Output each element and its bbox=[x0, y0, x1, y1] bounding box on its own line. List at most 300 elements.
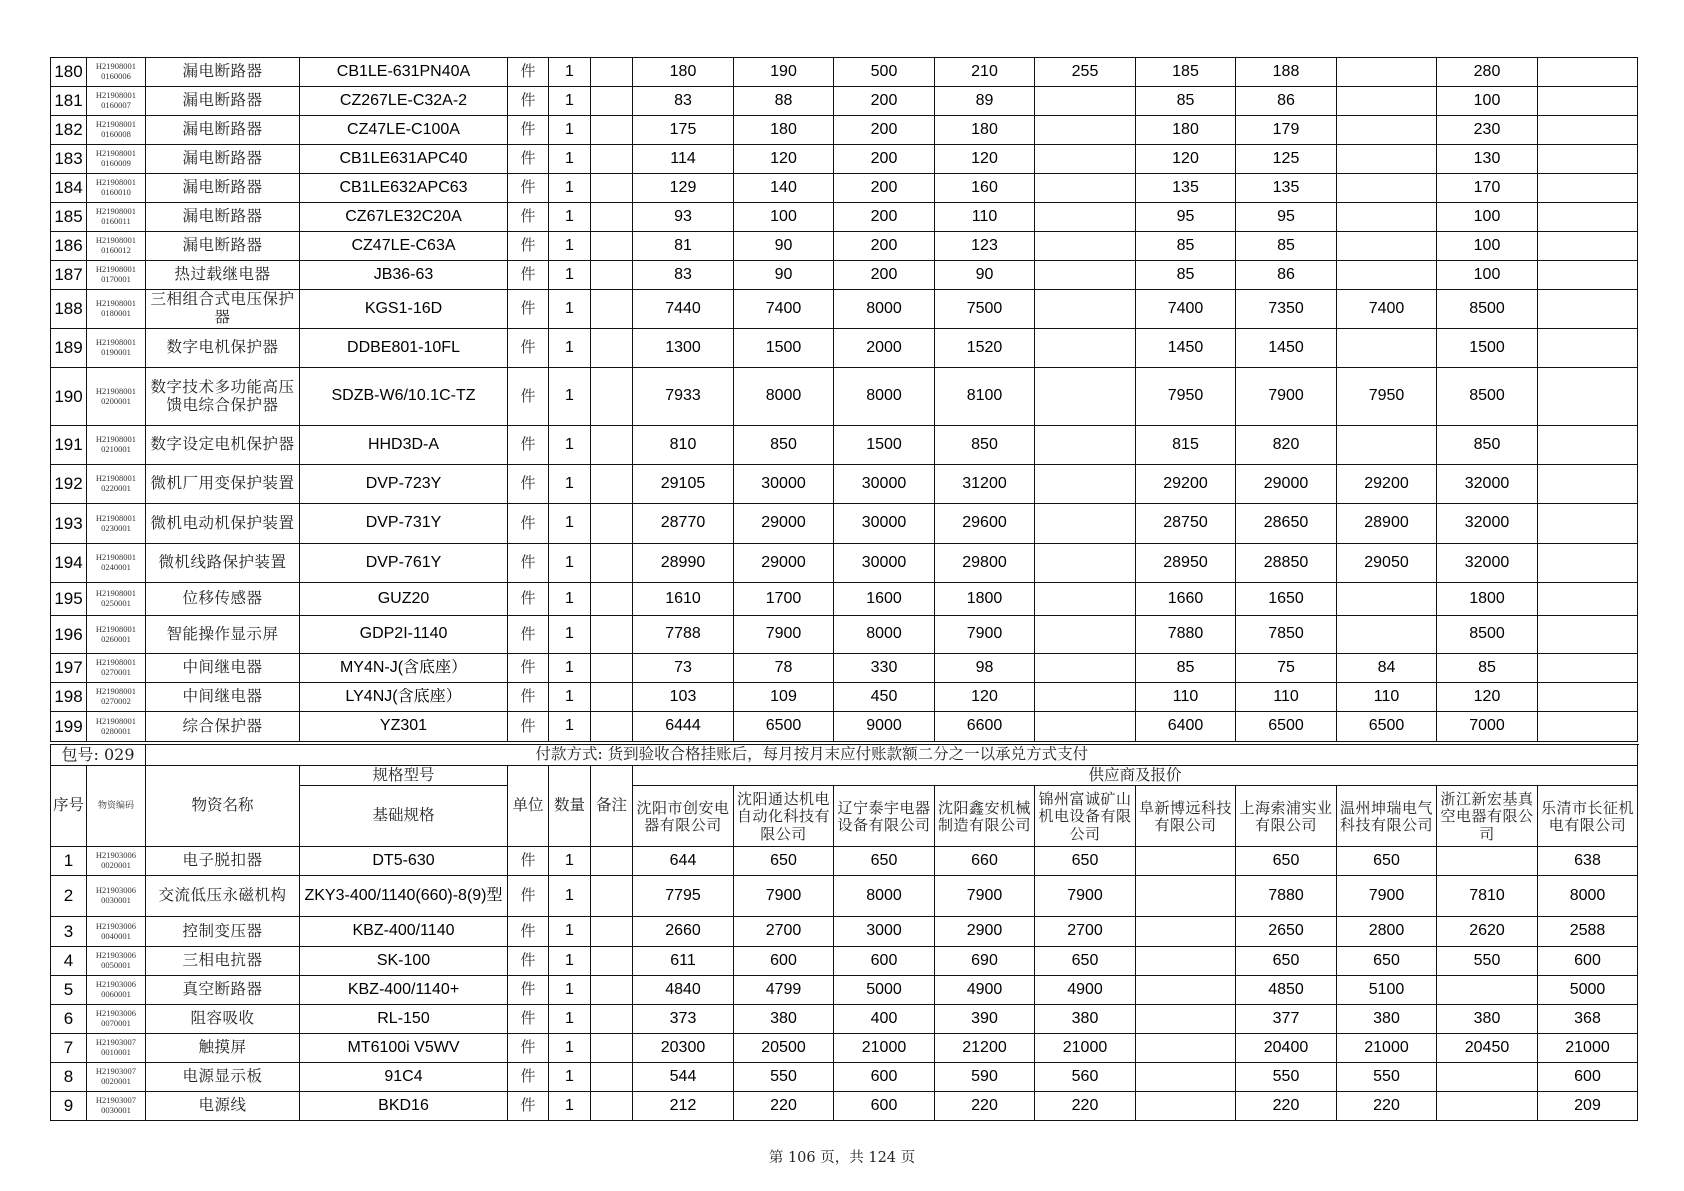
row-price-supplier-10 bbox=[1538, 544, 1638, 583]
row-qty: 1 bbox=[549, 232, 591, 261]
row-price-supplier-6 bbox=[1136, 917, 1236, 947]
row-spec bbox=[300, 87, 508, 116]
row-material-name bbox=[146, 58, 300, 87]
row-qty: 1 bbox=[549, 290, 591, 329]
row-price-supplier-2: 1700 bbox=[734, 583, 834, 616]
row-price-supplier-3: 200 bbox=[834, 232, 935, 261]
row-material-code bbox=[87, 465, 146, 504]
spec-text: MT6100i V5WV bbox=[347, 1038, 460, 1056]
row-unit: 件 bbox=[508, 203, 549, 232]
material-code-line1: H21903006 bbox=[95, 920, 137, 931]
table-row bbox=[51, 917, 1638, 947]
table-row bbox=[51, 426, 1638, 465]
material-code-line2: 0270002 bbox=[101, 696, 131, 706]
material-code-line2: 0160008 bbox=[101, 129, 131, 139]
spec-text: SK-100 bbox=[376, 951, 431, 969]
row-price-supplier-10 bbox=[1538, 583, 1638, 616]
row-seq: 186 bbox=[51, 232, 87, 261]
row-price-supplier-4: 390 bbox=[935, 1005, 1035, 1034]
supplier-name-text: 沈阳通达机电自动化科技有限公司 bbox=[736, 791, 830, 843]
row-price-supplier-9: 7810 bbox=[1437, 876, 1538, 917]
row-price-supplier-7: 85 bbox=[1236, 232, 1337, 261]
row-seq: 192 bbox=[51, 465, 87, 504]
material-name-text: 中间继电器 bbox=[182, 659, 263, 677]
spec-text: CZ67LE32C20A bbox=[345, 207, 462, 225]
row-unit: 件 bbox=[508, 712, 549, 742]
row-price-supplier-8 bbox=[1337, 426, 1437, 465]
row-seq: 7 bbox=[51, 1034, 87, 1063]
row-unit: 件 bbox=[508, 87, 549, 116]
row-spec bbox=[300, 947, 508, 976]
table-row bbox=[51, 290, 1638, 329]
row-remark bbox=[591, 1063, 633, 1092]
row-price-supplier-10 bbox=[1538, 504, 1638, 544]
row-unit: 件 bbox=[508, 145, 549, 174]
row-price-supplier-4: 1800 bbox=[935, 583, 1035, 616]
row-price-supplier-6 bbox=[1136, 947, 1236, 976]
row-price-supplier-9: 8500 bbox=[1437, 368, 1538, 426]
row-material-code bbox=[87, 616, 146, 654]
row-price-supplier-8: 6500 bbox=[1337, 712, 1437, 742]
row-price-supplier-4: 8100 bbox=[935, 368, 1035, 426]
row-price-supplier-9: 850 bbox=[1437, 426, 1538, 465]
row-price-supplier-5 bbox=[1035, 544, 1136, 583]
row-unit: 件 bbox=[508, 1005, 549, 1034]
spec-text: CZ47LE-C63A bbox=[351, 236, 456, 254]
row-price-supplier-1: 810 bbox=[633, 426, 734, 465]
row-unit: 件 bbox=[508, 683, 549, 712]
row-qty: 1 bbox=[549, 917, 591, 947]
row-price-supplier-10: 2588 bbox=[1538, 917, 1638, 947]
row-spec bbox=[300, 58, 508, 87]
row-remark bbox=[591, 976, 633, 1005]
spec-text: CB1LE632APC63 bbox=[339, 178, 468, 196]
row-unit: 件 bbox=[508, 504, 549, 544]
spec-text: GDP2I-1140 bbox=[359, 625, 448, 643]
payment-terms: 付款方式: 货到验收合格挂账后，每月按月末应付账款额二分之一以承兑方式支付 bbox=[508, 745, 1638, 766]
material-name-text: 漏电断路器 bbox=[182, 208, 263, 226]
spec-text: LY4NJ(含底座） bbox=[345, 687, 462, 705]
row-price-supplier-8: 2800 bbox=[1337, 917, 1437, 947]
material-code-line1: H21903007 bbox=[95, 1066, 137, 1077]
row-spec bbox=[300, 329, 508, 368]
material-code-line2: 0230001 bbox=[101, 522, 131, 533]
row-price-supplier-6: 110 bbox=[1136, 683, 1236, 712]
table-row bbox=[51, 1092, 1638, 1121]
row-price-supplier-4: 180 bbox=[935, 116, 1035, 145]
row-price-supplier-8 bbox=[1337, 616, 1437, 654]
row-qty: 1 bbox=[549, 1005, 591, 1034]
material-code-line2: 0160011 bbox=[101, 216, 131, 226]
row-qty: 1 bbox=[549, 174, 591, 203]
row-price-supplier-3: 600 bbox=[834, 947, 935, 976]
material-name-text: 电源线 bbox=[198, 1097, 247, 1115]
row-price-supplier-2: 2700 bbox=[734, 917, 834, 947]
row-price-supplier-7: 20400 bbox=[1236, 1034, 1337, 1063]
row-price-supplier-7: 1650 bbox=[1236, 583, 1337, 616]
row-price-supplier-3: 30000 bbox=[834, 504, 935, 544]
row-price-supplier-5 bbox=[1035, 583, 1136, 616]
row-price-supplier-8: 110 bbox=[1337, 683, 1437, 712]
row-price-supplier-1: 6444 bbox=[633, 712, 734, 742]
row-price-supplier-7: 86 bbox=[1236, 87, 1337, 116]
row-price-supplier-5 bbox=[1035, 261, 1136, 290]
row-seq: 1 bbox=[51, 847, 87, 876]
spec-text: KBZ-400/1140 bbox=[352, 922, 455, 940]
row-price-supplier-5: 650 bbox=[1035, 947, 1136, 976]
row-price-supplier-8: 7400 bbox=[1337, 290, 1437, 329]
row-price-supplier-10 bbox=[1538, 203, 1638, 232]
row-seq: 191 bbox=[51, 426, 87, 465]
row-spec bbox=[300, 465, 508, 504]
row-price-supplier-3: 450 bbox=[834, 683, 935, 712]
material-name-text: 电源显示板 bbox=[182, 1068, 263, 1086]
row-price-supplier-3: 8000 bbox=[834, 616, 935, 654]
table-row bbox=[51, 329, 1638, 368]
material-name-text: 数字电机保护器 bbox=[166, 339, 279, 357]
row-seq: 3 bbox=[51, 917, 87, 947]
row-remark bbox=[591, 654, 633, 683]
row-price-supplier-7: 95 bbox=[1236, 203, 1337, 232]
row-qty: 1 bbox=[549, 544, 591, 583]
material-code-line1: H21908001 bbox=[95, 61, 137, 72]
row-price-supplier-1: 28990 bbox=[633, 544, 734, 583]
row-price-supplier-2: 4799 bbox=[734, 976, 834, 1005]
row-price-supplier-7: 7850 bbox=[1236, 616, 1337, 654]
row-spec bbox=[300, 683, 508, 712]
row-spec bbox=[300, 116, 508, 145]
material-name-text: 三相电抗器 bbox=[182, 952, 263, 970]
row-remark bbox=[591, 947, 633, 976]
row-price-supplier-7: 377 bbox=[1236, 1005, 1337, 1034]
row-material-name bbox=[146, 544, 300, 583]
row-price-supplier-2: 30000 bbox=[734, 465, 834, 504]
package-row bbox=[51, 745, 1638, 766]
header-supplier-5 bbox=[1035, 786, 1136, 847]
row-price-supplier-6 bbox=[1136, 847, 1236, 876]
row-seq: 193 bbox=[51, 504, 87, 544]
row-remark bbox=[591, 544, 633, 583]
row-seq: 8 bbox=[51, 1063, 87, 1092]
row-price-supplier-10: 368 bbox=[1538, 1005, 1638, 1034]
row-price-supplier-5 bbox=[1035, 329, 1136, 368]
row-price-supplier-3: 3000 bbox=[834, 917, 935, 947]
row-price-supplier-1: 644 bbox=[633, 847, 734, 876]
row-unit: 件 bbox=[508, 1063, 549, 1092]
material-code-line1: H21908001 bbox=[95, 148, 137, 159]
row-price-supplier-10 bbox=[1538, 261, 1638, 290]
row-material-code bbox=[87, 712, 146, 742]
spec-text: HHD3D-A bbox=[367, 435, 440, 453]
material-code-line1: H21908001 bbox=[95, 552, 137, 563]
row-material-code bbox=[87, 947, 146, 976]
row-material-name bbox=[146, 1092, 300, 1121]
row-remark bbox=[591, 1005, 633, 1034]
row-price-supplier-8 bbox=[1337, 145, 1437, 174]
row-unit: 件 bbox=[508, 261, 549, 290]
table-row bbox=[51, 58, 1638, 87]
row-price-supplier-7: 550 bbox=[1236, 1063, 1337, 1092]
material-code-line1: H21908001 bbox=[95, 337, 137, 348]
material-code-line1: H21903006 bbox=[95, 979, 137, 990]
row-qty: 1 bbox=[549, 616, 591, 654]
row-seq: 9 bbox=[51, 1092, 87, 1121]
row-price-supplier-3: 9000 bbox=[834, 712, 935, 742]
row-material-name bbox=[146, 290, 300, 329]
material-name-text: 微机电动机保护装置 bbox=[150, 514, 295, 532]
row-price-supplier-8 bbox=[1337, 116, 1437, 145]
row-remark bbox=[591, 58, 633, 87]
row-seq: 196 bbox=[51, 616, 87, 654]
row-price-supplier-7: 179 bbox=[1236, 116, 1337, 145]
row-material-name bbox=[146, 203, 300, 232]
row-price-supplier-4: 210 bbox=[935, 58, 1035, 87]
row-seq: 187 bbox=[51, 261, 87, 290]
row-price-supplier-10: 21000 bbox=[1538, 1034, 1638, 1063]
header-supplier-8 bbox=[1337, 786, 1437, 847]
row-price-supplier-1: 180 bbox=[633, 58, 734, 87]
row-price-supplier-7: 7880 bbox=[1236, 876, 1337, 917]
row-unit: 件 bbox=[508, 116, 549, 145]
row-material-code bbox=[87, 116, 146, 145]
row-price-supplier-3: 1500 bbox=[834, 426, 935, 465]
row-qty: 1 bbox=[549, 203, 591, 232]
row-price-supplier-9: 130 bbox=[1437, 145, 1538, 174]
row-price-supplier-10: 8000 bbox=[1538, 876, 1638, 917]
row-material-name bbox=[146, 976, 300, 1005]
row-remark bbox=[591, 426, 633, 465]
row-price-supplier-4: 4900 bbox=[935, 976, 1035, 1005]
row-price-supplier-2: 29000 bbox=[734, 504, 834, 544]
row-price-supplier-7: 29000 bbox=[1236, 465, 1337, 504]
row-seq: 183 bbox=[51, 145, 87, 174]
row-price-supplier-8: 84 bbox=[1337, 654, 1437, 683]
row-material-name bbox=[146, 368, 300, 426]
row-qty: 1 bbox=[549, 947, 591, 976]
row-material-name bbox=[146, 329, 300, 368]
row-price-supplier-10 bbox=[1538, 290, 1638, 329]
row-price-supplier-4: 89 bbox=[935, 87, 1035, 116]
row-price-supplier-10: 600 bbox=[1538, 947, 1638, 976]
row-price-supplier-7: 86 bbox=[1236, 261, 1337, 290]
table-row bbox=[51, 654, 1638, 683]
row-price-supplier-8: 650 bbox=[1337, 947, 1437, 976]
row-price-supplier-9: 32000 bbox=[1437, 465, 1538, 504]
row-price-supplier-1: 175 bbox=[633, 116, 734, 145]
row-price-supplier-9: 32000 bbox=[1437, 544, 1538, 583]
material-code-line2: 0170001 bbox=[101, 274, 131, 284]
row-price-supplier-6: 180 bbox=[1136, 116, 1236, 145]
row-price-supplier-5 bbox=[1035, 116, 1136, 145]
spec-text: KGS1-16D bbox=[364, 299, 443, 317]
row-price-supplier-3: 5000 bbox=[834, 976, 935, 1005]
table-row bbox=[51, 947, 1638, 976]
row-qty: 1 bbox=[549, 368, 591, 426]
row-price-supplier-1: 2660 bbox=[633, 917, 734, 947]
row-spec bbox=[300, 368, 508, 426]
material-name-text: 综合保护器 bbox=[182, 717, 263, 735]
row-material-code bbox=[87, 1005, 146, 1034]
row-price-supplier-3: 2000 bbox=[834, 329, 935, 368]
row-material-code bbox=[87, 544, 146, 583]
row-spec bbox=[300, 261, 508, 290]
row-price-supplier-2: 29000 bbox=[734, 544, 834, 583]
row-price-supplier-6 bbox=[1136, 976, 1236, 1005]
row-price-supplier-9: 2620 bbox=[1437, 917, 1538, 947]
row-qty: 1 bbox=[549, 504, 591, 544]
row-spec bbox=[300, 654, 508, 683]
row-spec bbox=[300, 917, 508, 947]
row-qty: 1 bbox=[549, 329, 591, 368]
row-spec bbox=[300, 583, 508, 616]
row-price-supplier-6 bbox=[1136, 1063, 1236, 1092]
row-seq: 182 bbox=[51, 116, 87, 145]
row-price-supplier-5 bbox=[1035, 87, 1136, 116]
row-price-supplier-5: 2700 bbox=[1035, 917, 1136, 947]
row-price-supplier-1: 1300 bbox=[633, 329, 734, 368]
row-remark bbox=[591, 1092, 633, 1121]
material-name-text: 微机线路保护装置 bbox=[158, 554, 287, 572]
row-price-supplier-6: 29200 bbox=[1136, 465, 1236, 504]
material-name-text: 漏电断路器 bbox=[182, 92, 263, 110]
row-price-supplier-1: 4840 bbox=[633, 976, 734, 1005]
row-price-supplier-2: 380 bbox=[734, 1005, 834, 1034]
row-price-supplier-2: 90 bbox=[734, 232, 834, 261]
material-code-line2: 0020001 bbox=[101, 1076, 131, 1086]
row-material-name bbox=[146, 876, 300, 917]
row-material-code bbox=[87, 58, 146, 87]
row-price-supplier-4: 98 bbox=[935, 654, 1035, 683]
material-code-line2: 0210001 bbox=[101, 444, 131, 454]
material-code-line2: 0240001 bbox=[101, 562, 131, 572]
row-qty: 1 bbox=[549, 847, 591, 876]
row-qty: 1 bbox=[549, 58, 591, 87]
row-price-supplier-4: 123 bbox=[935, 232, 1035, 261]
row-price-supplier-7: 110 bbox=[1236, 683, 1337, 712]
row-seq: 185 bbox=[51, 203, 87, 232]
material-name-text: 智能操作显示屏 bbox=[166, 625, 279, 643]
row-unit: 件 bbox=[508, 290, 549, 329]
row-qty: 1 bbox=[549, 426, 591, 465]
material-code-line2: 0070001 bbox=[101, 1018, 131, 1028]
row-price-supplier-3: 8000 bbox=[834, 368, 935, 426]
supplier-name-text: 乐清市长征机电有限公司 bbox=[1540, 799, 1634, 834]
row-material-name bbox=[146, 1034, 300, 1063]
row-material-code bbox=[87, 368, 146, 426]
row-spec bbox=[300, 426, 508, 465]
row-price-supplier-5 bbox=[1035, 203, 1136, 232]
material-name-text: 真空断路器 bbox=[182, 981, 263, 999]
spec-text: SDZB-W6/10.1C-TZ bbox=[331, 387, 476, 405]
row-price-supplier-3: 200 bbox=[834, 145, 935, 174]
row-price-supplier-10 bbox=[1538, 87, 1638, 116]
material-code-line2: 0030001 bbox=[101, 1105, 131, 1115]
row-price-supplier-5 bbox=[1035, 683, 1136, 712]
row-price-supplier-9 bbox=[1437, 976, 1538, 1005]
row-price-supplier-10 bbox=[1538, 683, 1638, 712]
package-blank bbox=[146, 745, 508, 766]
row-price-supplier-3: 200 bbox=[834, 116, 935, 145]
row-price-supplier-2: 140 bbox=[734, 174, 834, 203]
row-unit: 件 bbox=[508, 368, 549, 426]
table-row bbox=[51, 976, 1638, 1005]
row-price-supplier-8: 550 bbox=[1337, 1063, 1437, 1092]
row-price-supplier-5 bbox=[1035, 426, 1136, 465]
table-row bbox=[51, 1005, 1638, 1034]
row-price-supplier-7: 28850 bbox=[1236, 544, 1337, 583]
row-unit: 件 bbox=[508, 583, 549, 616]
row-price-supplier-9: 100 bbox=[1437, 87, 1538, 116]
row-price-supplier-4: 110 bbox=[935, 203, 1035, 232]
row-price-supplier-1: 83 bbox=[633, 261, 734, 290]
material-code-line1: H21903006 bbox=[95, 850, 137, 861]
row-spec bbox=[300, 1092, 508, 1121]
header-supplier-7 bbox=[1236, 786, 1337, 847]
row-unit: 件 bbox=[508, 976, 549, 1005]
row-unit: 件 bbox=[508, 232, 549, 261]
material-name-text: 电子脱扣器 bbox=[182, 852, 263, 870]
row-price-supplier-8: 5100 bbox=[1337, 976, 1437, 1005]
row-price-supplier-7: 650 bbox=[1236, 947, 1337, 976]
row-material-code bbox=[87, 583, 146, 616]
row-qty: 1 bbox=[549, 1034, 591, 1063]
table-row bbox=[51, 876, 1638, 917]
material-code-line1: H21908001 bbox=[95, 473, 137, 484]
material-code-line2: 0160012 bbox=[101, 245, 131, 255]
row-price-supplier-10: 5000 bbox=[1538, 976, 1638, 1005]
row-unit: 件 bbox=[508, 876, 549, 917]
row-remark bbox=[591, 329, 633, 368]
header-remark: 备注 bbox=[591, 766, 633, 847]
material-code-line2: 0260001 bbox=[101, 633, 131, 644]
material-name-text: 交流低压永磁机构 bbox=[158, 887, 287, 905]
row-price-supplier-4: 850 bbox=[935, 426, 1035, 465]
row-qty: 1 bbox=[549, 712, 591, 742]
row-qty: 1 bbox=[549, 261, 591, 290]
row-seq: 197 bbox=[51, 654, 87, 683]
material-code-line1: H21908001 bbox=[95, 298, 137, 309]
package-number: 包号: 029 bbox=[51, 745, 146, 766]
row-price-supplier-10 bbox=[1538, 174, 1638, 203]
table-row bbox=[51, 232, 1638, 261]
row-spec bbox=[300, 876, 508, 917]
material-code-line2: 0190001 bbox=[101, 347, 131, 357]
header-supplier-2 bbox=[734, 786, 834, 847]
row-price-supplier-4: 6600 bbox=[935, 712, 1035, 742]
row-price-supplier-2: 190 bbox=[734, 58, 834, 87]
row-price-supplier-5 bbox=[1035, 654, 1136, 683]
row-remark bbox=[591, 203, 633, 232]
row-remark bbox=[591, 504, 633, 544]
row-price-supplier-1: 103 bbox=[633, 683, 734, 712]
row-qty: 1 bbox=[549, 1063, 591, 1092]
material-code-line1: H21903007 bbox=[95, 1095, 137, 1106]
header-supplier-4 bbox=[935, 786, 1035, 847]
row-price-supplier-10 bbox=[1538, 368, 1638, 426]
table-row bbox=[51, 683, 1638, 712]
row-price-supplier-5 bbox=[1035, 290, 1136, 329]
row-price-supplier-1: 81 bbox=[633, 232, 734, 261]
row-remark bbox=[591, 683, 633, 712]
row-seq: 5 bbox=[51, 976, 87, 1005]
header-qty: 数量 bbox=[549, 766, 591, 847]
row-remark bbox=[591, 87, 633, 116]
row-price-supplier-7: 125 bbox=[1236, 145, 1337, 174]
row-material-name bbox=[146, 712, 300, 742]
row-price-supplier-5 bbox=[1035, 712, 1136, 742]
material-code-line1: H21908001 bbox=[95, 623, 137, 634]
table-row bbox=[51, 145, 1638, 174]
